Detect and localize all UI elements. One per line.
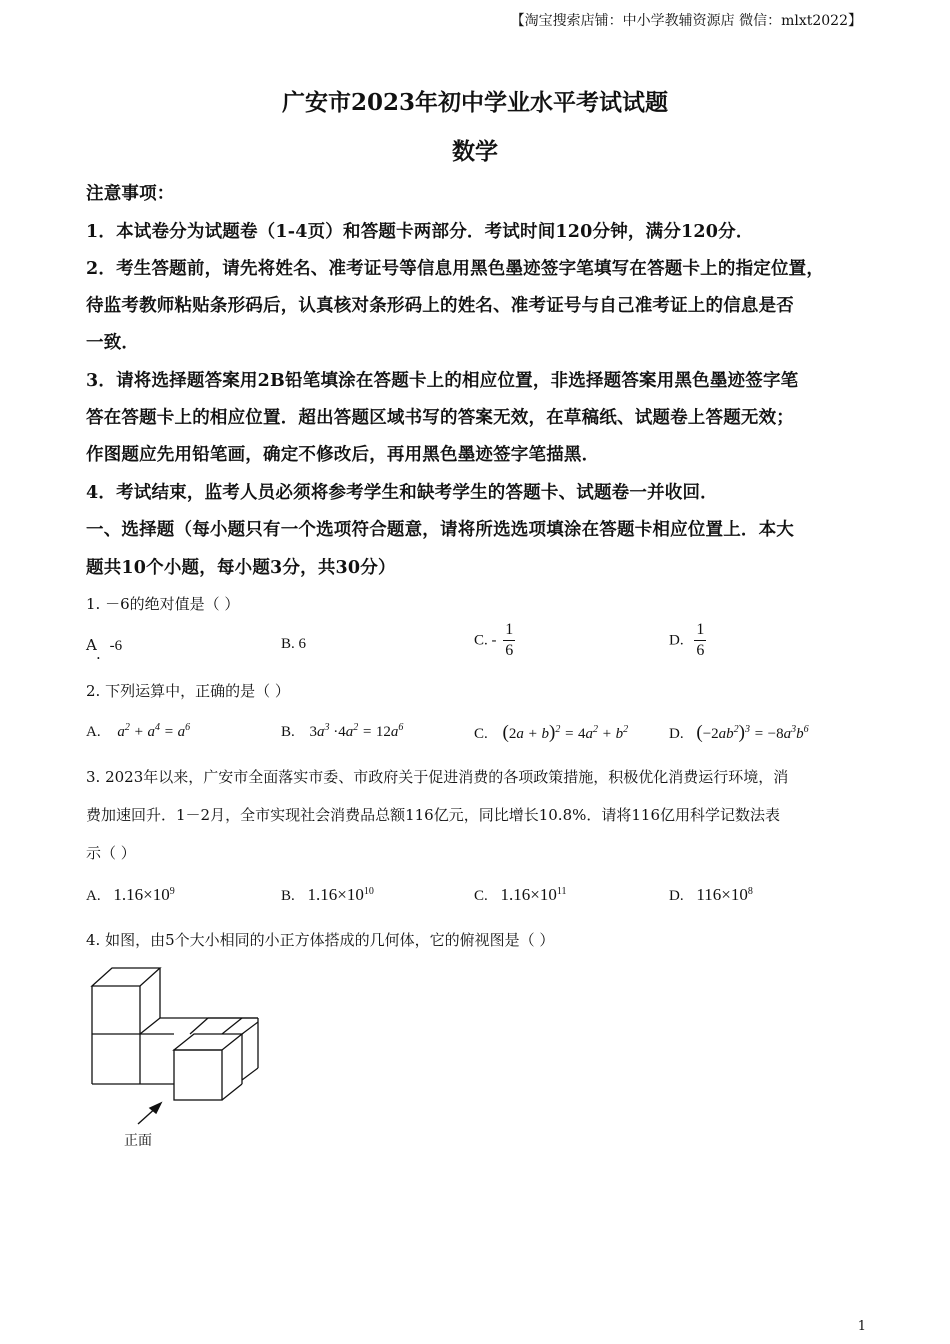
notice-line: 作图题应先用铅笔画，确定不修改后，再用黑色墨迹签字笔描黑． [86,445,600,465]
notice-line: 2．考生答题前，请先将姓名、准考证号等信息用黑色墨迹签字笔填写在答题卡上的指定位置， [86,259,825,279]
exam-subject: 数学 [452,138,498,165]
q3-option-b: B. $1.16\times 10^{10}$ [281,885,374,904]
notice-line: 待监考教师粘贴条形码后，认真核对条形码上的姓名、准考证号与自己准考证上的信息是否 [86,296,794,316]
exam-title: 广安市2023年初中学业水平考试试题 [281,89,668,116]
q2-option-d: D. $(-2ab^2)^3 = -8a^3b^6$ [669,722,809,743]
question-3-stem: 示（ ） [86,844,136,862]
section-heading: 一、选择题（每小题只有一个选项符合题意，请将所选选项填涂在答题卡相应位置上．本大 [86,520,794,540]
header-note: 【淘宝搜索店铺：中小学教辅资源店 微信：mlxt2022】 [510,13,862,29]
q1-option-c: C. - $\frac{1}{6}$ [474,621,514,659]
q2-option-a: A. $a^2 + a^4 = a^6$ [86,722,191,740]
notice-line: 一致． [86,333,140,353]
notice-line: 4．考试结束，监考人员必须将参考学生和缺考学生的答题卡、试题卷一并收回． [86,483,718,503]
section-heading: 题共10个小题，每小题3分，共30分） [86,558,396,578]
notice-line: 答在答题卡上的相应位置．超出答题区域书写的答案无效，在草稿纸、试题卷上答题无效； [86,408,794,428]
q1-option-b: B. 6 [281,636,307,652]
notice-line: 1．本试卷分为试题卷（1-4页）和答题卡两部分．考试时间120分钟，满分120分． [86,222,754,242]
q3-option-c: C. $1.16\times 10^{11}$ [474,885,567,904]
question-1-stem: 1. －6的绝对值是（ ） [86,595,240,613]
question-3-stem: 费加速回升．1－2月，全市实现社会消费品总额116亿元，同比增长10.8%．请将116亿用科学记数法表 [86,806,781,824]
q1-option-a: A . -6 [86,636,123,663]
notice-heading: 注意事项： [86,184,175,204]
figure-label-front: 正面 [124,1133,152,1149]
q1-option-d: D. $\frac{1}{6}$ [669,621,705,659]
question-2-stem: 2. 下列运算中，正确的是（ ） [86,682,290,700]
page-number: 1 [857,1319,866,1334]
question-3-stem: 3. 2023年以来，广安市全面落实市委、市政府关于促进消费的各项政策措施，积极优化消费运行环境，消 [86,768,789,786]
notice-line: 3．请将选择题答案用2B铅笔填涂在答题卡上的相应位置，非选择题答案用黑色墨迹签字笔 [86,371,799,391]
cube-drawing [86,962,276,1152]
question-4-stem: 4. 如图，由5个大小相同的小正方体搭成的几何体，它的俯视图是（ ） [86,931,555,949]
q2-option-b: B. $3a^3 \cdot 4a^2 = 12a^6$ [281,722,404,740]
q3-option-a: A. $1.16\times 10^9$ [86,885,175,904]
q2-option-c: C. $(2a + b)^2 = 4a^2 + b^2$ [474,722,629,743]
cube-figure [86,962,276,1156]
q3-option-d: D. $116\times 10^8$ [669,885,753,904]
